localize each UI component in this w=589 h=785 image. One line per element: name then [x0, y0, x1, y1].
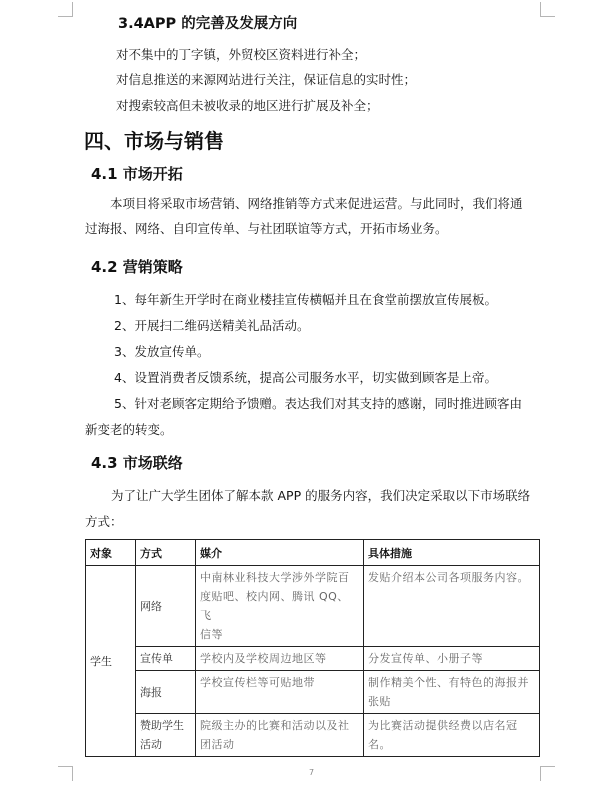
method-cell	[136, 714, 196, 757]
header-measure: 具体措施	[364, 540, 540, 566]
measure-line: 张贴	[368, 695, 391, 708]
strategy-item-5: 5、针对老顾客定期给予馈赠。表达我们对其支持的感谢，同时推进顾客由	[114, 396, 522, 411]
target-cell: 学生	[86, 566, 136, 757]
section-4-3-line-2: 方式：	[85, 514, 123, 529]
media-line: 学校宣传栏等可贴地带	[200, 676, 315, 689]
section-3-4-line-1: 对不集中的丁字镇，外贸校区资料进行补全；	[116, 47, 367, 62]
header-method: 方式	[136, 540, 196, 566]
crop-mark-bottom-right	[540, 766, 555, 781]
section-4-3-heading: 4.3 市场联络	[91, 454, 183, 472]
strategy-item-4: 4、设置消费者反馈系统，提高公司服务水平，切实做到顾客是上帝。	[114, 370, 497, 385]
media-line: 团活动	[200, 738, 235, 751]
strategy-item-2: 2、开展扫二维码送精美礼品活动。	[114, 318, 310, 333]
measure-cell	[364, 647, 540, 671]
measure-line: 名。	[368, 738, 391, 751]
method-cell: 宣传单	[136, 647, 196, 671]
strategy-item-3: 3、发放宣传单。	[114, 344, 210, 359]
media-cell	[196, 566, 364, 647]
measure-line: 发贴介绍本公司各项服务内容。	[368, 571, 529, 584]
media-cell	[196, 714, 364, 757]
table-row	[86, 566, 540, 647]
table-row	[86, 671, 540, 714]
method-line: 活动	[140, 738, 162, 751]
section-4-2-heading: 4.2 营销策略	[91, 258, 183, 276]
crop-mark-top-right	[540, 2, 555, 17]
page-number: 7	[309, 768, 315, 777]
table-row	[86, 647, 540, 671]
crop-mark-bottom-left	[58, 766, 73, 781]
header-media: 媒介	[196, 540, 364, 566]
measure-cell	[364, 714, 540, 757]
media-cell	[196, 647, 364, 671]
section-3-4-line-2: 对信息推送的来源网站进行关注，保证信息的实时性；	[116, 72, 417, 87]
section-3-4-line-3: 对搜索较高但未被收录的地区进行扩展及补全；	[116, 98, 379, 113]
media-line: 学校内及学校周边地区等	[200, 652, 327, 665]
table-row	[86, 714, 540, 757]
method-line: 赞助学生	[140, 719, 184, 732]
measure-line: 分发宣传单、小册子等	[368, 652, 483, 665]
strategy-item-1: 1、每年新生开学时在商业楼挂宣传横幅并且在食堂前摆放宣传展板。	[114, 292, 497, 307]
measure-line: 制作精美个性、有特色的海报并	[368, 676, 529, 689]
chapter-4-heading: 四、市场与销售	[84, 129, 224, 153]
measure-cell	[364, 566, 540, 647]
measure-line: 为比赛活动提供经费以店名冠	[368, 719, 518, 732]
market-contact-table	[85, 539, 540, 757]
section-4-1-line-2: 过海报、网络、自印宣传单、与社团联谊等方式，开拓市场业务。	[85, 221, 448, 236]
media-line: 度贴吧、校内网、腾讯 QQ、飞	[200, 590, 349, 622]
table-header-row	[86, 540, 540, 566]
strategy-item-5-cont: 新变老的转变。	[85, 422, 173, 437]
media-line: 中南林业科技大学涉外学院百	[200, 571, 350, 584]
section-3-4-heading: 3.4APP 的完善及发展方向	[118, 16, 298, 32]
section-4-3-line-1: 为了让广大学生团体了解本款 APP 的服务内容，我们决定采取以下市场联络	[111, 488, 531, 503]
section-4-1-heading: 4.1 市场开拓	[91, 165, 183, 183]
section-4-1-line-1: 本项目将采取市场营销、网络推销等方式来促进运营。与此同时，我们将通	[110, 196, 523, 211]
header-target: 对象	[86, 540, 136, 566]
measure-cell	[364, 671, 540, 714]
method-cell: 海报	[136, 671, 196, 714]
crop-mark-top-left	[58, 2, 73, 17]
media-line: 信等	[200, 628, 223, 641]
media-line: 院级主办的比赛和活动以及社	[200, 719, 350, 732]
media-cell	[196, 671, 364, 714]
method-cell: 网络	[136, 566, 196, 647]
